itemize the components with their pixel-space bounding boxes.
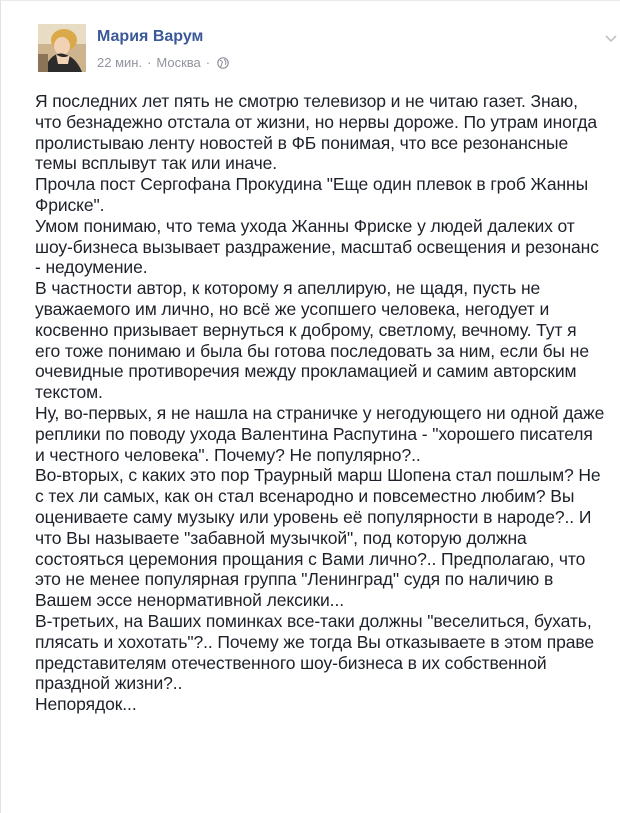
author-name[interactable]: Мария Варум	[97, 28, 204, 45]
post-text-line: очевидные противоречия между прокламацией и самим авторским	[35, 361, 577, 382]
post-text-line: его тоже понимаю и была бы готова последовать за ним, если бы не	[35, 340, 589, 361]
post-text-line: состояться церемония прощания с Вами лично?.. Предполагаю, что	[35, 548, 586, 569]
chevron-down-icon[interactable]	[604, 34, 618, 44]
avatar[interactable]	[38, 24, 86, 72]
meta-separator: ·	[147, 55, 152, 70]
post-text-line: Я последних лет пять не смотрю телевизор и не читаю газет. Знаю,	[35, 91, 578, 111]
post-text-line: Фриске".	[35, 194, 105, 215]
post-text-line: Во-вторых, с каких это пор Траурный марш Шопена стал пошлым? Не	[35, 465, 601, 486]
post-text-line: плясать и хохотать"?.. Почему же тогда Вы отказываете в этом праве	[35, 631, 594, 652]
post-body	[35, 91, 617, 715]
post-text-line: праздной жизни?..	[35, 673, 183, 694]
post-text-line: это не менее популярная группа "Ленинград" судя по наличию в	[35, 569, 554, 590]
post-location[interactable]: Москва	[156, 55, 201, 70]
post-text-line: с тех ли самых, как он стал всенародно и повсеместно любим? Вы	[35, 486, 575, 507]
meta-separator: ·	[205, 55, 211, 70]
globe-icon[interactable]	[217, 57, 229, 69]
post-text-line: В частности автор, к которому я апеллирую, не щадя, пусть не	[35, 278, 541, 299]
post-text-line: - недоумение.	[35, 257, 148, 278]
avatar-image	[38, 24, 86, 72]
post-text-line: представителям отечественного шоу-бизнеса в их собственной	[35, 652, 547, 673]
post-text-line: Умом понимаю, что тема ухода Жанны Фриске у людей далеких от	[35, 215, 575, 236]
post-text-line: текстом.	[35, 382, 103, 403]
post-text-line: что безнадежно отстала от жизни, но нервы дороже. По утрам иногда	[35, 111, 598, 132]
post-text-line: темы всплывут так или иначе.	[35, 153, 278, 174]
post-text-line: Прочла пост Сергофана Прокудина "Еще один плевок в гроб Жанны	[35, 174, 589, 195]
post-text-line: Вашем эссе ненормативной лексики...	[35, 590, 344, 611]
post-meta	[97, 55, 229, 70]
post-text-line: Ну, во-первых, я не нашла на страничке у негодующего ни одной даже	[35, 402, 605, 423]
post-text-line: пролистываю ленту новостей в ФБ понимая, что все резонансные	[35, 132, 569, 153]
post-timestamp[interactable]: 22 мин.	[97, 55, 143, 70]
post-text-line: что Вы называете "забавной музычкой", под которую должна	[35, 527, 527, 548]
post-text-line: Непорядок...	[35, 694, 137, 715]
post-text-line: реплики по поводу ухода Валентина Распутина - "хорошего писателя	[35, 423, 593, 444]
post-text-line: косвенно призывает вернуться к доброму, светлому, вечному. Тут я	[35, 319, 577, 340]
post-text-line: шоу-бизнеса вызывает раздражение, масштаб освещения и резонанс	[35, 236, 599, 257]
post-text-line: уважаемого им лично, но всё же усопшего человека, негодует и	[35, 298, 550, 319]
post-text-line: оцениваете саму музыку или уровень её популярности в народе?.. И	[35, 506, 592, 527]
post-text-line: и честного человека". Почему? Не популярно?..	[35, 444, 421, 465]
post-text-line: В-третьих, на Ваших поминках все-таки должны "веселиться, бухать,	[35, 610, 592, 631]
